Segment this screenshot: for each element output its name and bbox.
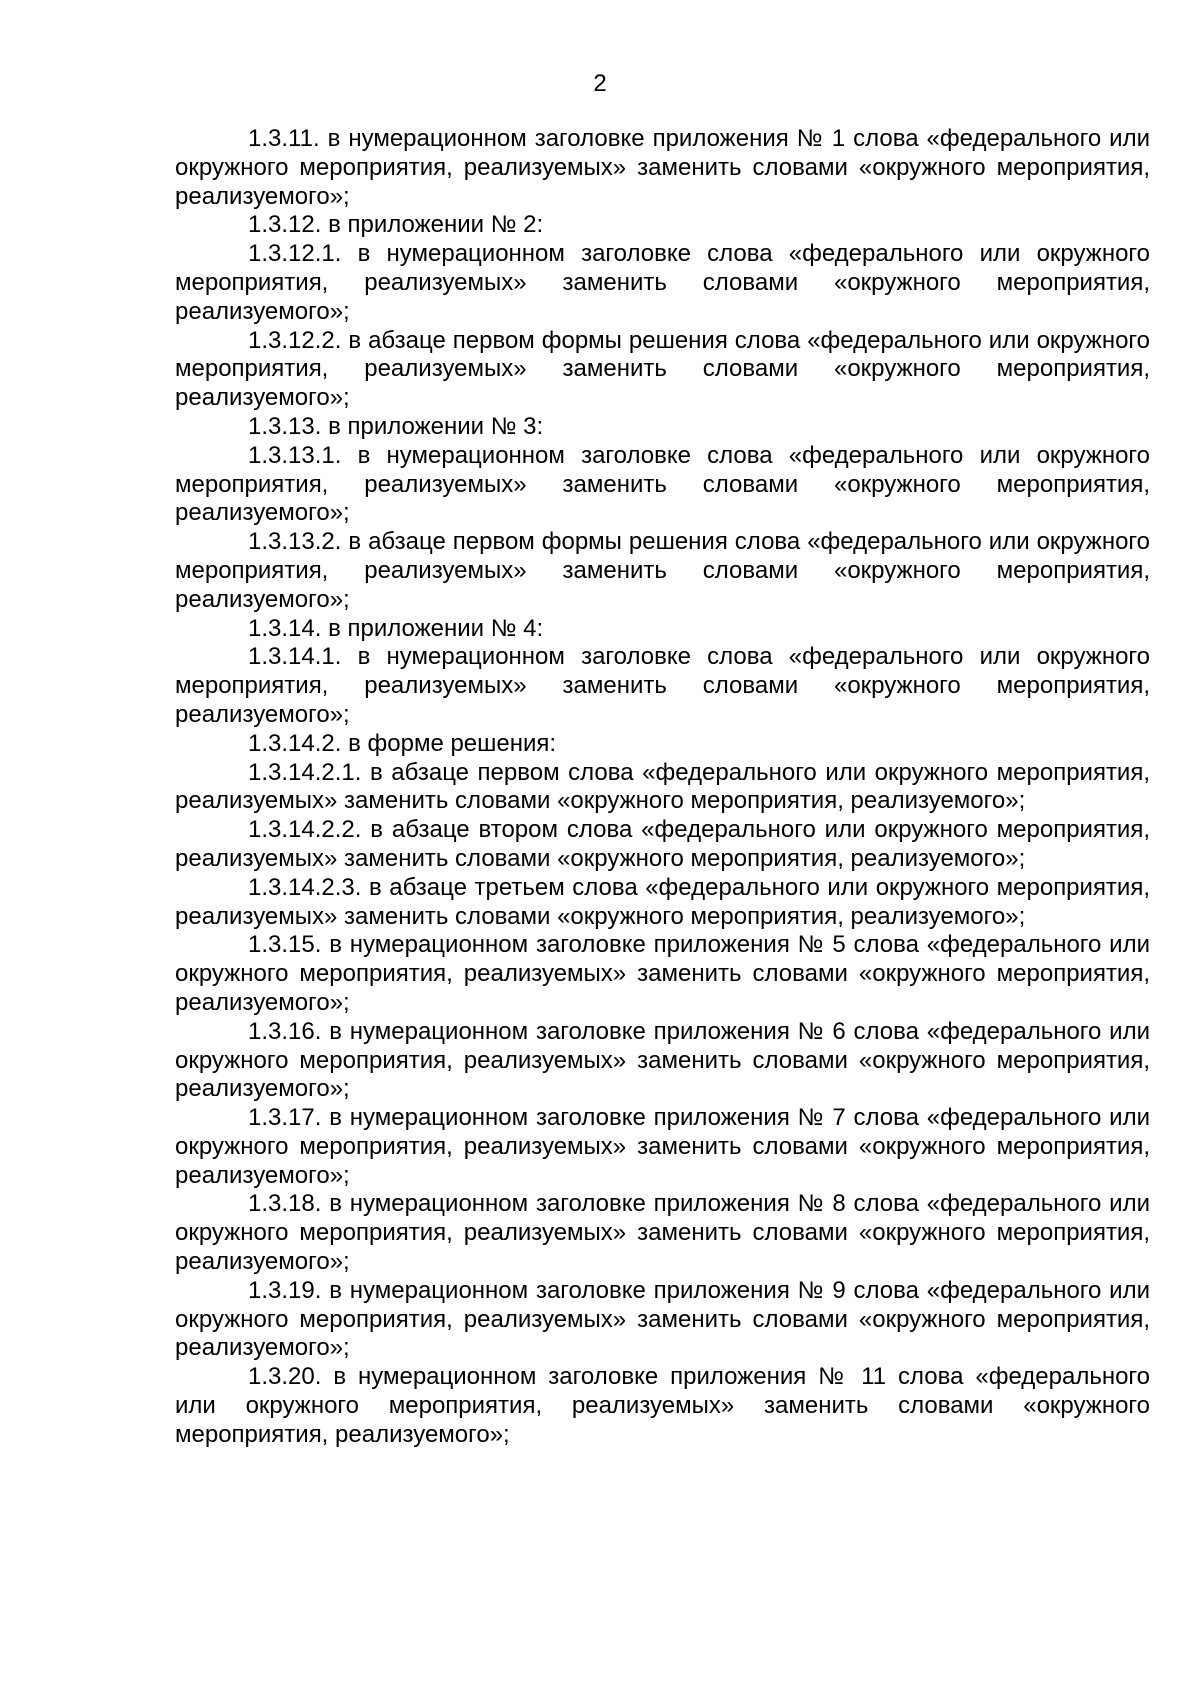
paragraph-1-3-18: 1.3.18. в нумерационном заголовке приложения № 8 слова «федерального или окружного мероприятия, реализуемых» заменить словами «окружного мероприятия, реализуемого»;	[175, 1190, 1150, 1276]
paragraph-1-3-15: 1.3.15. в нумерационном заголовке приложения № 5 слова «федерального или окружного мероприятия, реализуемых» заменить словами «окружного мероприятия, реализуемого»;	[175, 931, 1150, 1016]
paragraph-1-3-12: 1.3.12. в приложении № 2:	[248, 211, 544, 239]
paragraph-1-3-12-1: 1.3.12.1. в нумерационном заголовке слова «федерального или окружного мероприятия, реализуемых» заменить словами «окружного мероприятия, реализуемого»;	[175, 240, 1150, 325]
paragraph-1-3-17: 1.3.17. в нумерационном заголовке приложения № 7 слова «федерального или окружного мероприятия, реализуемых» заменить словами «окружного мероприятия, реализуемого»;	[175, 1104, 1150, 1189]
page-number: 2	[593, 70, 607, 97]
paragraph-1-3-20: 1.3.20. в нумерационном заголовке приложения № 11 слова «федерального или окружного мероприятия, реализуемых» заменить словами «окружного мероприятия, реализуемого»;	[175, 1363, 1150, 1448]
paragraph-1-3-14-2-2: 1.3.14.2.2. в абзаце втором слова «федерального или окружного мероприятия, реализуемых» заменить словами «окружного мероприятия, реализуемого»;	[175, 816, 1150, 872]
paragraph-1-3-14-2: 1.3.14.2. в форме решения:	[248, 729, 557, 757]
paragraph-1-3-16: 1.3.16. в нумерационном заголовке приложения № 6 слова «федерального или окружного мероприятия, реализуемых» заменить словами «окружного мероприятия, реализуемого»;	[175, 1017, 1150, 1103]
paragraph-1-3-11: 1.3.11. в нумерационном заголовке приложения № 1 слова «федерального или окружного мероприятия, реализуемых» заменить словами «окружного мероприятия, реализуемого»;	[175, 125, 1150, 210]
paragraph-1-3-14-2-1: 1.3.14.2.1. в абзаце первом слова «федерального или окружного мероприятия, реализуемых» заменить словами «окружного мероприятия, реализуемого»;	[175, 758, 1150, 815]
paragraph-1-3-13: 1.3.13. в приложении № 3:	[248, 412, 544, 440]
paragraph-1-3-12-2: 1.3.12.2. в абзаце первом формы решения слова «федерального или окружного мероприятия, реализуемых» заменить словами «окружного мероприятия, реализуемого»;	[175, 326, 1150, 412]
paragraph-1-3-14-2-3: 1.3.14.2.3. в абзаце третьем слова «федерального или окружного мероприятия, реализуемых» заменить словами «окружного мероприятия, реализуемого»;	[175, 873, 1150, 930]
paragraph-1-3-14-1: 1.3.14.1. в нумерационном заголовке слова «федерального или окружного мероприятия, реализуемых» заменить словами «окружного мероприятия, реализуемого»;	[175, 643, 1150, 728]
paragraph-1-3-19: 1.3.19. в нумерационном заголовке приложения № 9 слова «федерального или окружного мероприятия, реализуемых» заменить словами «окружного мероприятия, реализуемого»;	[175, 1276, 1150, 1362]
paragraph-1-3-13-1: 1.3.13.1. в нумерационном заголовке слова «федерального или окружного мероприятия, реализуемых» заменить словами «окружного мероприятия, реализуемого»;	[175, 441, 1150, 527]
paragraph-1-3-14: 1.3.14. в приложении № 4:	[248, 614, 544, 642]
paragraph-1-3-13-2: 1.3.13.2. в абзаце первом формы решения слова «федерального или окружного мероприятия, реализуемых» заменить словами «окружного мероприятия, реализуемого»;	[175, 528, 1150, 613]
document-body	[175, 125, 1150, 1450]
